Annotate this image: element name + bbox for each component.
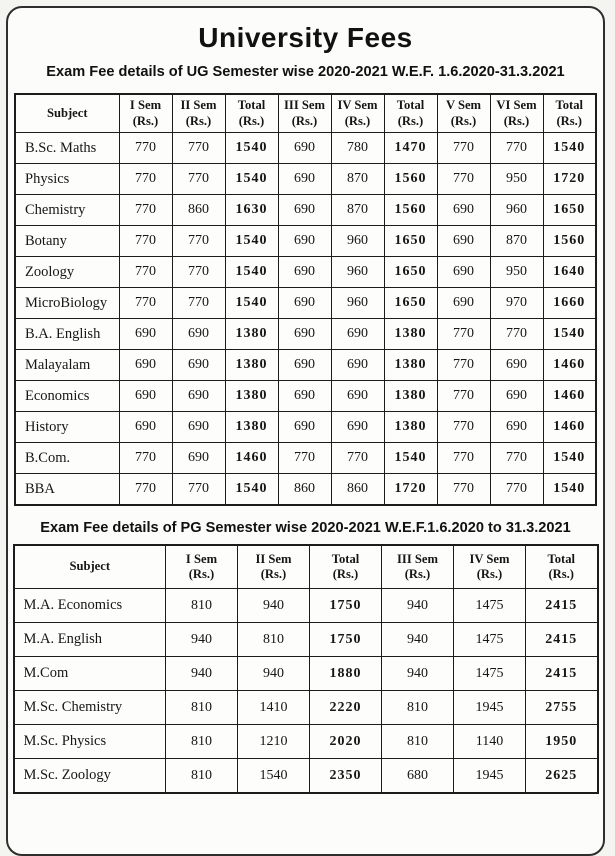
pg_table-fee-cell: 1410: [238, 691, 310, 725]
ug_table-fee-cell: 870: [490, 226, 543, 257]
pg_table-fee-cell: 810: [238, 623, 310, 657]
pg_table-fee-cell: 2220: [310, 691, 382, 725]
ug_table-fee-cell: 950: [490, 257, 543, 288]
pg_table-fee-cell: 940: [166, 657, 238, 691]
ug_table-col-header: [384, 94, 437, 133]
ug_table-fee-cell: 690: [278, 412, 331, 443]
ug_table-fee-cell: 1380: [384, 319, 437, 350]
pg_table-fee-cell: 810: [166, 691, 238, 725]
ug_table-fee-cell: 770: [437, 133, 490, 164]
sem-label: III Sem: [284, 98, 325, 113]
ug_table-fee-cell: 1380: [384, 412, 437, 443]
ug_table-fee-cell: 870: [331, 195, 384, 226]
pg_table-fee-cell: 1945: [454, 759, 526, 794]
table-row: [14, 725, 598, 759]
ug_table-fee-cell: 690: [331, 319, 384, 350]
ug_table-fee-cell: 770: [437, 443, 490, 474]
ug_table-fee-cell: 770: [119, 133, 172, 164]
ug_table-fee-cell: 770: [172, 257, 225, 288]
ug_table-fee-cell: 1630: [225, 195, 278, 226]
sem-label: Total: [237, 98, 266, 113]
pg_table-fee-cell: 810: [382, 691, 454, 725]
unit-label: (Rs.): [450, 113, 477, 128]
ug_table-fee-cell: 770: [119, 474, 172, 506]
ug_table-fee-cell: 780: [331, 133, 384, 164]
ug_table-fee-cell: 860: [331, 474, 384, 506]
ug_table-fee-cell: 860: [278, 474, 331, 506]
unit-label: (Rs.): [397, 113, 424, 128]
pg_table-fee-cell: 940: [382, 589, 454, 623]
ug_table-fee-cell: 1470: [384, 133, 437, 164]
ug_table-fee-cell: 1650: [384, 288, 437, 319]
ug_table-fee-cell: 770: [172, 288, 225, 319]
pg_table-fee-cell: 1950: [526, 725, 598, 759]
sem-label: I Sem: [185, 551, 218, 566]
table-row: [15, 133, 596, 164]
ug_table-fee-cell: 770: [490, 443, 543, 474]
ug_table-fee-cell: 690: [172, 319, 225, 350]
ug_table-fee-cell: 690: [278, 288, 331, 319]
ug_table-fee-cell: 770: [437, 164, 490, 195]
pg_table-fee-cell: 1475: [454, 589, 526, 623]
ug_table-fee-cell: 1460: [543, 350, 596, 381]
table-row: [14, 657, 598, 691]
ug_table-fee-cell: 770: [119, 226, 172, 257]
ug_table-fee-cell: 870: [331, 164, 384, 195]
ug_table-fee-cell: 1540: [225, 164, 278, 195]
ug_table-fee-cell: 690: [437, 288, 490, 319]
ug_table-fee-cell: 1380: [384, 350, 437, 381]
ug_table-fee-cell: 770: [437, 319, 490, 350]
pg-fees-table: [13, 544, 599, 794]
pg_table-fee-cell: 940: [382, 623, 454, 657]
pg_table-col-header: [454, 545, 526, 589]
unit-label: (Rs.): [503, 113, 530, 128]
pg_table-fee-cell: 1140: [454, 725, 526, 759]
ug_table-subject-cell: Malayalam: [15, 350, 119, 381]
ug_table-fee-cell: 1560: [384, 164, 437, 195]
ug_table-fee-cell: 690: [278, 257, 331, 288]
table-row: [15, 443, 596, 474]
pg_table-fee-cell: 2415: [526, 623, 598, 657]
pg_table-fee-cell: 1475: [454, 623, 526, 657]
ug_table-col-header: [119, 94, 172, 133]
pg_table-fee-cell: 1945: [454, 691, 526, 725]
table-row: [15, 195, 596, 226]
ug_table-fee-cell: 770: [172, 164, 225, 195]
ug_table-subject-header: Subject: [15, 94, 119, 133]
document-page: [6, 6, 605, 856]
ug_table-fee-cell: 1380: [225, 319, 278, 350]
sem-label: IV Sem: [469, 551, 510, 566]
pg_table-fee-cell: 940: [238, 657, 310, 691]
ug_table-fee-cell: 690: [490, 350, 543, 381]
ug_table-fee-cell: 1380: [225, 350, 278, 381]
ug_table-fee-cell: 1460: [543, 412, 596, 443]
unit-label: (Rs.): [344, 113, 371, 128]
ug_table-fee-cell: 690: [278, 381, 331, 412]
ug_table-fee-cell: 690: [172, 350, 225, 381]
ug_table-fee-cell: 690: [172, 381, 225, 412]
ug_table-fee-cell: 770: [119, 257, 172, 288]
unit-label: (Rs.): [404, 567, 431, 581]
pg_table-fee-cell: 940: [382, 657, 454, 691]
unit-label: (Rs.): [476, 567, 503, 581]
ug_table-fee-cell: 690: [490, 412, 543, 443]
pg_table-col-header: [382, 545, 454, 589]
pg_table-fee-cell: 1750: [310, 623, 382, 657]
ug_table-fee-cell: 770: [119, 164, 172, 195]
ug_table-fee-cell: 1460: [225, 443, 278, 474]
pg_table-fee-cell: 2415: [526, 589, 598, 623]
ug_table-fee-cell: 690: [331, 350, 384, 381]
ug_table-fee-cell: 690: [172, 412, 225, 443]
table-row: [15, 412, 596, 443]
table-row: [14, 623, 598, 657]
ug_table-fee-cell: 1560: [543, 226, 596, 257]
ug_table-fee-cell: 770: [172, 226, 225, 257]
pg_table-fee-cell: 2755: [526, 691, 598, 725]
pg_table-fee-cell: 1210: [238, 725, 310, 759]
ug_table-fee-cell: 770: [119, 288, 172, 319]
pg_table-fee-cell: 810: [166, 589, 238, 623]
ug_table-fee-cell: 1540: [543, 319, 596, 350]
ug_table-fee-cell: 1540: [543, 474, 596, 506]
ug_table-fee-cell: 960: [331, 257, 384, 288]
ug_table-fee-cell: 690: [119, 319, 172, 350]
ug_table-fee-cell: 690: [437, 195, 490, 226]
ug_table-fee-cell: 1660: [543, 288, 596, 319]
ug_table-fee-cell: 690: [278, 319, 331, 350]
sem-label: IV Sem: [337, 98, 378, 113]
ug_table-col-header: [543, 94, 596, 133]
header-row: [15, 94, 596, 133]
ug_table-fee-cell: 860: [172, 195, 225, 226]
unit-label: (Rs.): [332, 567, 359, 581]
sem-label: II Sem: [255, 551, 292, 566]
sem-label: Total: [547, 551, 576, 566]
pg_table-subject-cell: M.Sc. Chemistry: [14, 691, 166, 725]
table-row: [14, 759, 598, 794]
ug_table-fee-cell: 770: [119, 443, 172, 474]
pg_table-subject-cell: M.Com: [14, 657, 166, 691]
ug_table-fee-cell: 950: [490, 164, 543, 195]
sem-label: VI Sem: [496, 98, 537, 113]
ug_table-fee-cell: 1540: [384, 443, 437, 474]
ug_table-fee-cell: 690: [172, 443, 225, 474]
pg_table-subject-cell: M.A. English: [14, 623, 166, 657]
ug_table-subject-cell: MicroBiology: [15, 288, 119, 319]
ug_table-fee-cell: 770: [490, 319, 543, 350]
unit-label: (Rs.): [260, 567, 287, 581]
ug_table-fee-cell: 1460: [543, 381, 596, 412]
ug_table-fee-cell: 960: [490, 195, 543, 226]
table-row: [14, 691, 598, 725]
ug_table-fee-cell: 1540: [225, 257, 278, 288]
ug_table-fee-cell: 1540: [543, 133, 596, 164]
ug_table-fee-cell: 770: [172, 474, 225, 506]
pg_table-fee-cell: 1540: [238, 759, 310, 794]
ug_table-fee-cell: 770: [437, 412, 490, 443]
ug_table-fee-cell: 690: [278, 133, 331, 164]
table-row: [15, 474, 596, 506]
pg_table-fee-cell: 810: [382, 725, 454, 759]
pg_table-subject-cell: M.Sc. Physics: [14, 725, 166, 759]
ug_table-fee-cell: 1720: [384, 474, 437, 506]
ug_table-fee-cell: 690: [119, 350, 172, 381]
ug_table-fee-cell: 1540: [543, 443, 596, 474]
ug_table-fee-cell: 770: [437, 381, 490, 412]
ug_table-fee-cell: 690: [278, 350, 331, 381]
table-row: [15, 226, 596, 257]
pg_table-fee-cell: 810: [166, 725, 238, 759]
pg_table-col-header: [238, 545, 310, 589]
ug_table-col-header: [490, 94, 543, 133]
unit-label: (Rs.): [291, 113, 318, 128]
ug_table-fee-cell: 690: [490, 381, 543, 412]
pg_table-fee-cell: 1475: [454, 657, 526, 691]
pg_table-fee-cell: 2415: [526, 657, 598, 691]
ug_table-subject-cell: B.A. English: [15, 319, 119, 350]
ug_table-fee-cell: 1640: [543, 257, 596, 288]
unit-label: (Rs.): [556, 113, 583, 128]
pg_table-fee-cell: 940: [238, 589, 310, 623]
pg_table-fee-cell: 940: [166, 623, 238, 657]
ug_table-fee-cell: 770: [490, 474, 543, 506]
ug_table-fee-cell: 770: [119, 195, 172, 226]
ug_table-fee-cell: 770: [437, 474, 490, 506]
header-row: [14, 545, 598, 589]
unit-label: (Rs.): [132, 113, 159, 128]
pg-section-heading: Exam Fee details of PG Semester wise 2020-2021 W.E.F.1.6.2020 to 31.3.2021: [40, 520, 571, 536]
pg_table-fee-cell: 810: [166, 759, 238, 794]
ug_table-col-header: [225, 94, 278, 133]
ug_table-subject-cell: History: [15, 412, 119, 443]
ug_table-fee-cell: 690: [278, 164, 331, 195]
sem-label: III Sem: [397, 551, 438, 566]
ug_table-fee-cell: 1650: [384, 226, 437, 257]
ug_table-fee-cell: 970: [490, 288, 543, 319]
ug_table-fee-cell: 770: [437, 350, 490, 381]
pg_table-subject-cell: M.A. Economics: [14, 589, 166, 623]
ug_table-fee-cell: 1540: [225, 133, 278, 164]
ug_table-fee-cell: 1540: [225, 474, 278, 506]
unit-label: (Rs.): [548, 567, 575, 581]
sem-label: II Sem: [180, 98, 217, 113]
ug_table-fee-cell: 1650: [543, 195, 596, 226]
ug_table-subject-cell: Economics: [15, 381, 119, 412]
unit-label: (Rs.): [185, 113, 212, 128]
ug_table-fee-cell: 1560: [384, 195, 437, 226]
page-title: University Fees: [198, 22, 413, 53]
ug_table-fee-cell: 1380: [225, 412, 278, 443]
table-row: [15, 319, 596, 350]
ug_table-fee-cell: 960: [331, 288, 384, 319]
pg_table-fee-cell: 1880: [310, 657, 382, 691]
sem-label: Total: [396, 98, 425, 113]
pg_table-fee-cell: 2020: [310, 725, 382, 759]
table-row: [15, 350, 596, 381]
pg_table-subject-header: Subject: [14, 545, 166, 589]
table-row: [15, 257, 596, 288]
sem-label: Total: [331, 551, 360, 566]
ug_table-fee-cell: 690: [278, 226, 331, 257]
ug_table-subject-cell: B.Sc. Maths: [15, 133, 119, 164]
ug_table-col-header: [437, 94, 490, 133]
ug_table-fee-cell: 1540: [225, 288, 278, 319]
pg_table-fee-cell: 680: [382, 759, 454, 794]
pg_table-col-header: [526, 545, 598, 589]
ug_table-fee-cell: 690: [119, 381, 172, 412]
ug_table-fee-cell: 1720: [543, 164, 596, 195]
ug_table-fee-cell: 690: [331, 381, 384, 412]
ug_table-subject-cell: Physics: [15, 164, 119, 195]
pg_table-fee-cell: 2625: [526, 759, 598, 794]
ug-section-heading: Exam Fee details of UG Semester wise 2020-2021 W.E.F. 1.6.2020-31.3.2021: [46, 64, 565, 80]
ug-fees-table: [14, 93, 597, 506]
unit-label: (Rs.): [238, 113, 265, 128]
ug_table-subject-cell: BBA: [15, 474, 119, 506]
table-row: [15, 381, 596, 412]
ug_table-fee-cell: 1650: [384, 257, 437, 288]
ug_table-fee-cell: 770: [490, 133, 543, 164]
ug_table-fee-cell: 960: [331, 226, 384, 257]
pg_table-col-header: [166, 545, 238, 589]
ug_table-fee-cell: 690: [278, 195, 331, 226]
ug_table-fee-cell: 690: [437, 226, 490, 257]
ug_table-fee-cell: 690: [437, 257, 490, 288]
pg_table-fee-cell: 1750: [310, 589, 382, 623]
pg_table-subject-cell: M.Sc. Zoology: [14, 759, 166, 794]
ug_table-fee-cell: 1380: [384, 381, 437, 412]
sem-label: V Sem: [445, 98, 482, 113]
table-row: [15, 164, 596, 195]
table-row: [14, 589, 598, 623]
ug_table-fee-cell: 690: [331, 412, 384, 443]
ug_table-subject-cell: Zoology: [15, 257, 119, 288]
ug_table-subject-cell: B.Com.: [15, 443, 119, 474]
ug_table-fee-cell: 1540: [225, 226, 278, 257]
pg_table-fee-cell: 2350: [310, 759, 382, 794]
sem-label: Total: [555, 98, 584, 113]
ug_table-subject-cell: Botany: [15, 226, 119, 257]
ug_table-fee-cell: 770: [172, 133, 225, 164]
ug_table-subject-cell: Chemistry: [15, 195, 119, 226]
ug_table-fee-cell: 1380: [225, 381, 278, 412]
unit-label: (Rs.): [188, 567, 215, 581]
pg_table-col-header: [310, 545, 382, 589]
ug_table-col-header: [278, 94, 331, 133]
ug_table-fee-cell: 690: [119, 412, 172, 443]
sem-label: I Sem: [129, 98, 162, 113]
ug_table-col-header: [172, 94, 225, 133]
ug_table-fee-cell: 770: [331, 443, 384, 474]
ug_table-col-header: [331, 94, 384, 133]
table-row: [15, 288, 596, 319]
ug_table-fee-cell: 770: [278, 443, 331, 474]
